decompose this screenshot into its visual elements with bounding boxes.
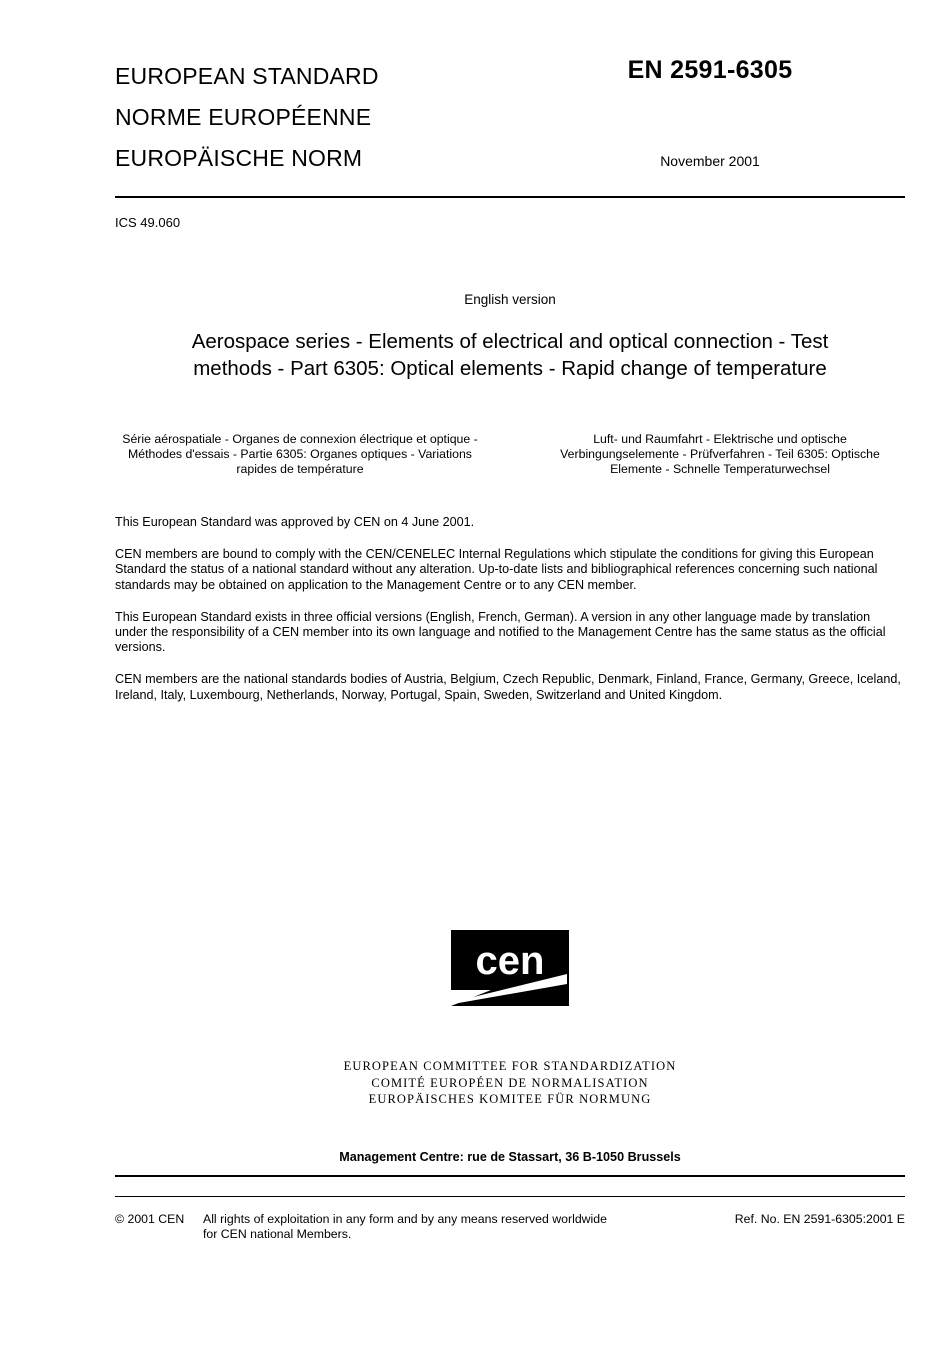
cen-logo-icon bbox=[451, 930, 569, 1006]
standard-type-block bbox=[115, 56, 515, 179]
rights-notice: All rights of exploitation in any form and by any means reserved worldwide for CEN national Members. bbox=[203, 1212, 607, 1241]
standard-type-en: EUROPEAN STANDARD bbox=[115, 63, 379, 89]
document-title: Aerospace series - Elements of electrical and optical connection - Test methods - Part 6305: Optical elements - Rapid change of temperature bbox=[191, 330, 829, 380]
committee-name-en: EUROPEAN COMMITTEE FOR STANDARDIZATION bbox=[343, 1059, 677, 1073]
committee-name-de: EUROPÄISCHES KOMITEE FÜR NORMUNG bbox=[368, 1092, 652, 1106]
publication-date: November 2001 bbox=[660, 153, 760, 169]
header-divider bbox=[115, 196, 905, 198]
standard-id-block bbox=[515, 56, 905, 169]
committee-names bbox=[115, 1058, 905, 1108]
approval-text bbox=[115, 515, 905, 720]
reference-number: Ref. No. EN 2591-6305:2001 E bbox=[734, 1212, 905, 1226]
copyright-notice: © 2001 CEN bbox=[115, 1212, 185, 1226]
logo-container bbox=[115, 930, 905, 1011]
ics-code: ICS 49.060 bbox=[115, 215, 181, 230]
svg-text:cen: cen bbox=[475, 939, 545, 983]
paragraph-approval: This European Standard was approved by CEN on 4 June 2001. bbox=[115, 515, 475, 529]
title-french: Série aérospatiale - Organes de connexion électrique et optique - Méthodes d'essais - Partie 6305: Organes optiques - Variations rapides de température bbox=[122, 432, 478, 476]
management-centre-address: Management Centre: rue de Stassart, 36 B-1050 Brussels bbox=[339, 1150, 681, 1164]
committee-name-fr: COMITÉ EUROPÉEN DE NORMALISATION bbox=[371, 1075, 649, 1090]
paragraph-member-bodies: CEN members are the national standards bodies of Austria, Belgium, Czech Republic, Denmark, Finland, France, Germany, Greece, Iceland, Ireland, Italy, Luxembourg, Netherlands, Norway, Portugal, Spain, Sweden, Switzerland and United Kingdom. bbox=[115, 672, 901, 702]
footer-divider-top bbox=[115, 1175, 905, 1177]
paragraph-members-obligations: CEN members are bound to comply with the CEN/CENELEC Internal Regulations which stipulate the conditions for giving this European Standard the status of a national standard without any alteration. Up-to-date lists and bibliographical references concerning such national standards may be obtained on application to the Management Centre or to any CEN member. bbox=[115, 547, 878, 592]
title-german: Luft- und Raumfahrt - Elektrische und optische Verbingungselemente - Prüfverfahren - Teil 6305: Optische Elemente - Schnelle Temperaturwechsel bbox=[560, 432, 880, 476]
language-version-label: English version bbox=[464, 292, 556, 307]
footer-divider-bottom bbox=[115, 1196, 905, 1197]
paragraph-official-versions: This European Standard exists in three official versions (English, French, German). A version in any other language made by translation under the responsibility of a CEN member into its own language and notified to the Management Centre has the same status as the official versions. bbox=[115, 609, 886, 655]
standard-number: EN 2591-6305 bbox=[627, 56, 793, 84]
document-header bbox=[115, 0, 905, 196]
translated-titles bbox=[115, 432, 905, 477]
page-content bbox=[115, 0, 905, 1345]
standard-type-fr: NORME EUROPÉENNE bbox=[115, 104, 372, 130]
standard-type-de: EUROPÄISCHE NORM bbox=[115, 145, 363, 171]
